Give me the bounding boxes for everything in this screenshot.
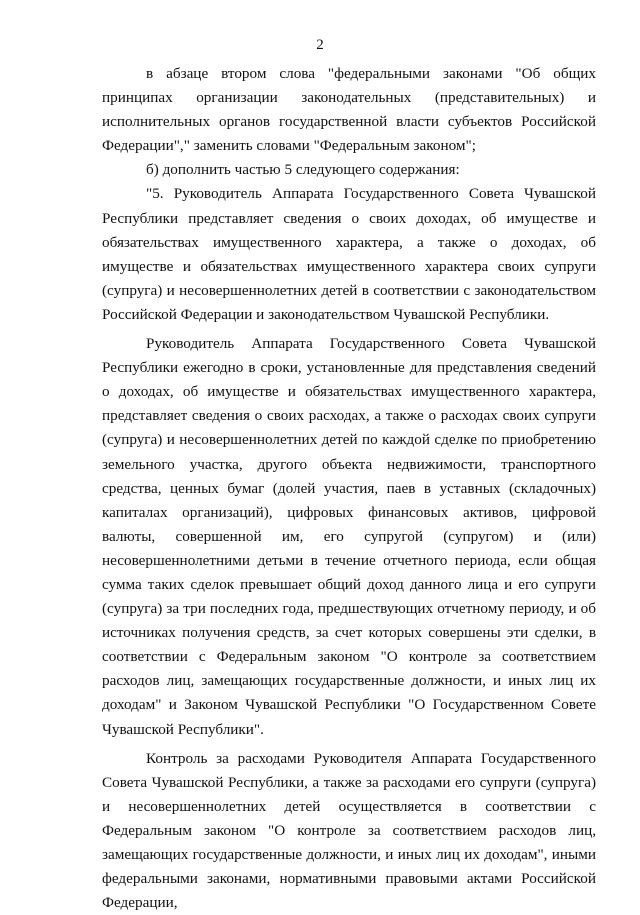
paragraph-expenses-info: Руководитель Аппарата Государственного Совета Чувашской Республики ежегодно в сроки, установленные для представления сведений о доходах, об имуществе и обязательствах имущественного характера, представляет сведения о своих расходах, а также о расходах своих супруги (супруга) и несовершеннолетних детей по каждой сделке по приобретению земельного участка, другого объекта недвижимости, транспортного средства, ценных бумаг (долей участия, паев в уставных (складочных) капиталах организаций), цифровых финансовых активов, цифровой валюты, совершенной им, его супругой (супругом) и (или) несовершеннолетними детьми в течение отчетного периода, если общая сумма таких сделок превышает общий доход данного лица и его супруги (супруга) за три последних года, предшествующих отчетному периоду, и об источниках получения средств, за счет которых совершены эти сделки, в соответствии с Федеральным законом "О контроле за соответствием расходов лиц, замещающих государственные должности, и иных лиц их доходам" и Законом Чувашской Республики "О Государственном Совете Чувашской Республики". xyxy=(102,335,596,738)
document-body xyxy=(102,62,596,915)
paragraph-expenses-control: Контроль за расходами Руководителя Аппарата Государственного Совета Чувашской Республики, а также за расходами его супруги (супруга) и несовершеннолетних детей осуществляется в соответствии с Федеральным законом "О контроле за соответствием расходов лиц, замещающих государственные должности, и иных лиц их доходам", иными федеральными законами, нормативными правовыми актами Российской Федерации, xyxy=(102,749,596,912)
paragraph-part-5-income-info: "5. Руководитель Аппарата Государственного Совета Чувашской Республики представляет сведения о своих доходах, об имуществе и обязательствах имущественного характера, а также о доходах, об имуществе и обязательствах имущественного характера своих супруги (супруга) и несовершеннолетних детей в соответствии с законодательством Российской Федерации и законодательством Чувашской Республики. xyxy=(102,185,596,323)
paragraph-amendment-wording: в абзаце втором слова "федеральными законами "Об общих принципах организации законодательных (представительных) и исполнительных органов государственной власти субъектов Российской Федерации"," заменить словами "Федеральным законом"; xyxy=(102,65,596,155)
page-number: 2 xyxy=(316,37,324,53)
paragraph-add-part-5: б) дополнить частью 5 следующего содержания: xyxy=(146,161,460,179)
